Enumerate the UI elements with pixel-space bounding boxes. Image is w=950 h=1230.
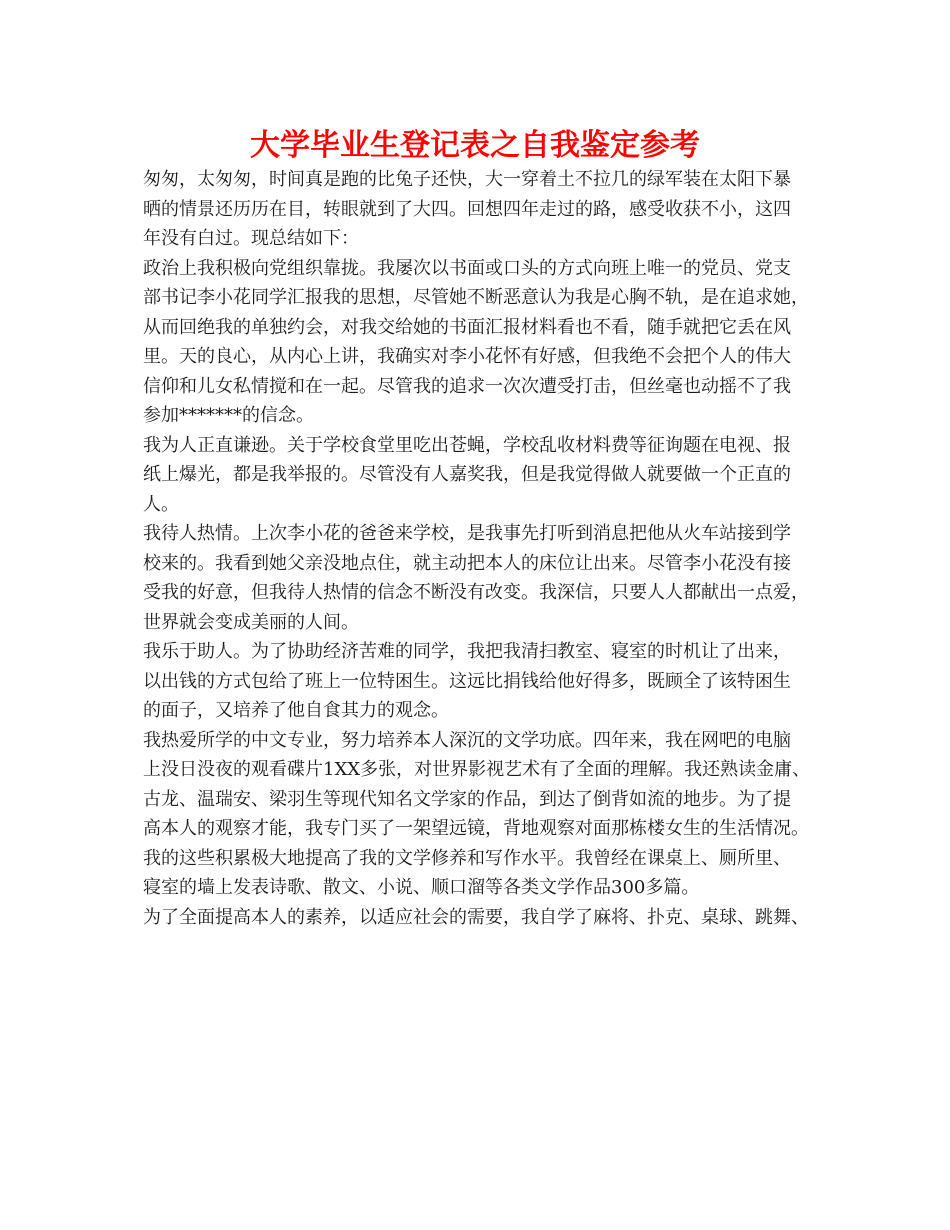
text-line: 世界就会变成美丽的人间。 <box>143 611 359 633</box>
text-line: 年没有白过。现总结如下： <box>143 228 359 249</box>
text-line: 古龙、温瑞安、梁羽生等现代知名文学家的作品，到达了倒背如流的地步。为了提 <box>143 788 791 810</box>
text-line: 从而回绝我的单独约会，对我交给她的书面汇报材料看也不看，随手就把它丢在风 <box>143 316 791 338</box>
text-line: 的面子，又培养了他自食其力的观念。 <box>143 700 449 721</box>
document-title: 大学毕业生登记表之自我鉴定参考 <box>250 128 700 163</box>
text-line: 部书记李小花同学汇报我的思想，尽管她不断恶意认为我是心胸不轨，是在追求她， <box>143 287 809 308</box>
text-line: 上没日没夜的观看碟片1XX多张，对世界影视艺术有了全面的理解。我还熟读金庸、 <box>143 759 811 780</box>
text-line: 晒的情景还历历在目，转眼就到了大四。回想四年走过的路，感受收获不小，这四 <box>143 198 791 220</box>
text-line: 匆匆，太匆匆，时间真是跑的比兔子还快，大一穿着土不拉几的绿军装在太阳下暴 <box>143 169 791 190</box>
text-line: 参加*******的信念。 <box>143 405 314 426</box>
text-line: 高本人的观察才能，我专门买了一架望远镜，背地观察对面那栋楼女生的生活情况。 <box>143 818 809 839</box>
text-line: 信仰和儿女私情搅和在一起。尽管我的追求一次次遭受打击，但丝毫也动摇不了我 <box>143 375 791 397</box>
text-line: 受我的好意，但我待人热情的信念不断没有改变。我深信，只要人人都献出一点爱， <box>143 582 809 603</box>
text-line: 人。 <box>143 493 179 515</box>
text-line: 政治上我积极向党组织靠拢。我屡次以书面或口头的方式向班上唯一的党员、党支 <box>143 257 791 279</box>
text-line: 为了全面提高本人的素养，以适应社会的需要，我自学了麻将、扑克、桌球、跳舞、 <box>143 906 809 928</box>
text-line: 我待人热情。上次李小花的爸爸来学校，是我事先打听到消息把他从火车站接到学 <box>143 523 791 544</box>
text-line: 我热爱所学的中文专业，努力培养本人深沉的文学功底。四年来，我在网吧的电脑 <box>143 729 791 751</box>
text-line: 我为人正直谦逊。关于学校食堂里吃出苍蝇，学校乱收材料费等征询题在电视、报 <box>143 434 791 456</box>
document-body <box>143 165 823 932</box>
text-line: 纸上爆光，都是我举报的。尽管没有人嘉奖我，但是我觉得做人就要做一个正直的 <box>143 464 791 485</box>
text-line: 我乐于助人。为了协助经济苦难的同学，我把我清扫教室、寝室的时机让了出来， <box>143 641 791 662</box>
text-line: 里。天的良心，从内心上讲，我确实对李小花怀有好感，但我绝不会把个人的伟大 <box>143 346 791 367</box>
text-line: 以出钱的方式包给了班上一位特困生。这远比捐钱给他好得多，既顾全了该特困生 <box>143 670 791 692</box>
text-line: 寝室的墙上发表诗歌、散文、小说、顺口溜等各类文学作品300多篇。 <box>143 877 700 898</box>
text-line: 校来的。我看到她父亲没地点住，就主动把本人的床位让出来。尽管李小花没有接 <box>143 552 791 574</box>
text-line: 我的这些积累极大地提高了我的文学修养和写作水平。我曾经在课桌上、厕所里、 <box>143 847 791 869</box>
